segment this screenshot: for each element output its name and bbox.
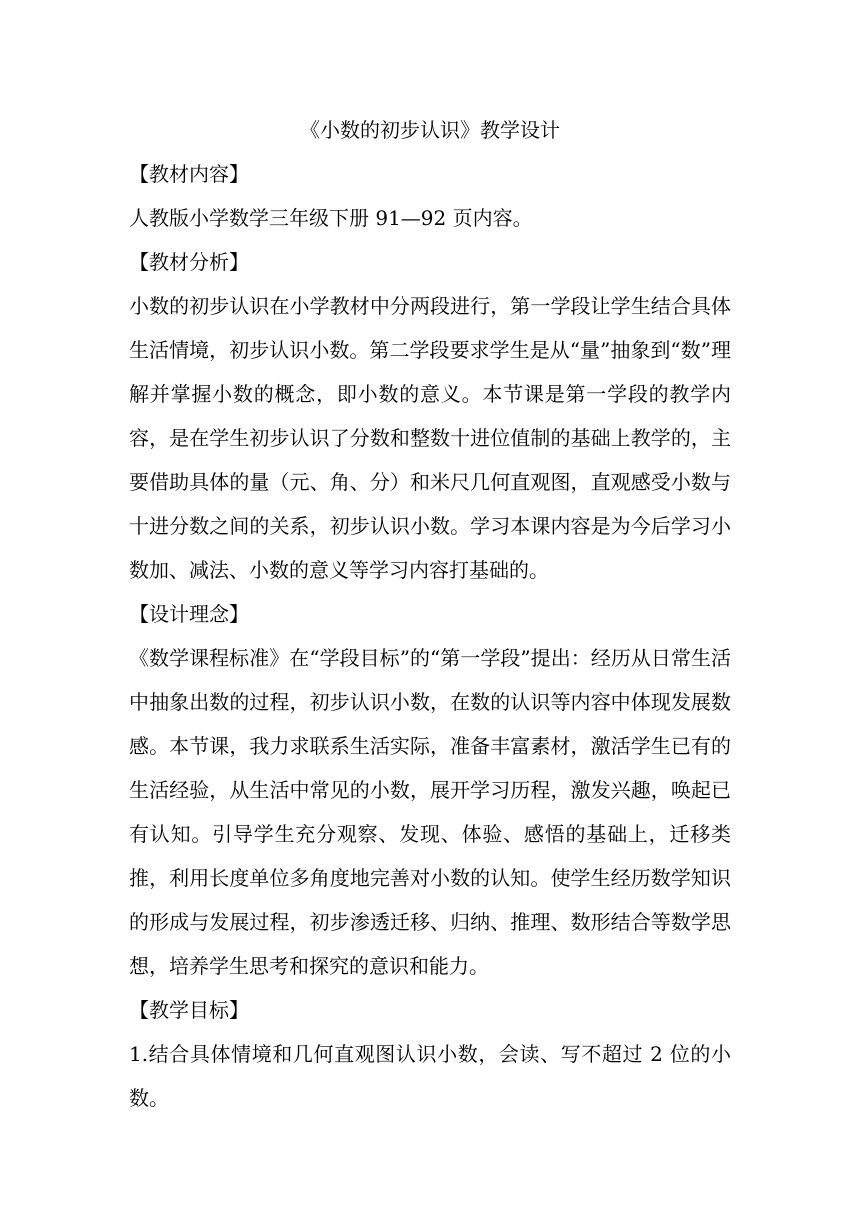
section-textbook-analysis (129, 240, 731, 592)
section-heading: 【教材内容】 (129, 162, 249, 186)
section-heading: 【教材分析】 (129, 250, 249, 274)
document-body (129, 108, 731, 1120)
section-paragraph: 小数的初步认识在小学教材中分两段进行，第一学段让学生结合具体生活情境，初步认识小数。第二学段要求学生是从“量”抽象到“数”理解并掌握小数的概念，即小数的意义。本节课是第一学段的教学内容，是在学生初步认识了分数和整数十进位值制的基础上教学的，主要借助具体的量（元、角、分）和米尺几何直观图，直观感受小数与十进分数之间的关系，初步认识小数。学习本课内容是为今后学习小数加、减法、小数的意义等学习内容打基础的。 (129, 294, 731, 582)
section-heading: 【教学目标】 (129, 998, 249, 1022)
section-paragraph: 1.结合具体情境和几何直观图认识小数，会读、写不超过 2 位的小数。 (129, 1042, 731, 1110)
document-title: 《小数的初步认识》教学设计 (300, 118, 560, 142)
section-design-concept (129, 592, 731, 988)
section-paragraph: 《数学课程标准》在“学段目标”的“第一学段”提出：经历从日常生活中抽象出数的过程，初步认识小数，在数的认识等内容中体现发展数感。本节课，我力求联系生活实际，准备丰富素材，激活学生已有的生活经验，从生活中常见的小数，展开学习历程，激发兴趣，唤起已有认知。引导学生充分观察、发现、体验、感悟的基础上，迁移类推，利用长度单位多角度地完善对小数的认知。使学生经历数学知识的形成与发展过程，初步渗透迁移、归纳、推理、数形结合等数学思想，培养学生思考和探究的意识和能力。 (129, 646, 731, 978)
section-heading: 【设计理念】 (129, 602, 249, 626)
section-textbook-content (129, 152, 731, 240)
section-teaching-objectives (129, 988, 731, 1120)
section-paragraph: 人教版小学数学三年级下册 91—92 页内容。 (129, 206, 533, 230)
